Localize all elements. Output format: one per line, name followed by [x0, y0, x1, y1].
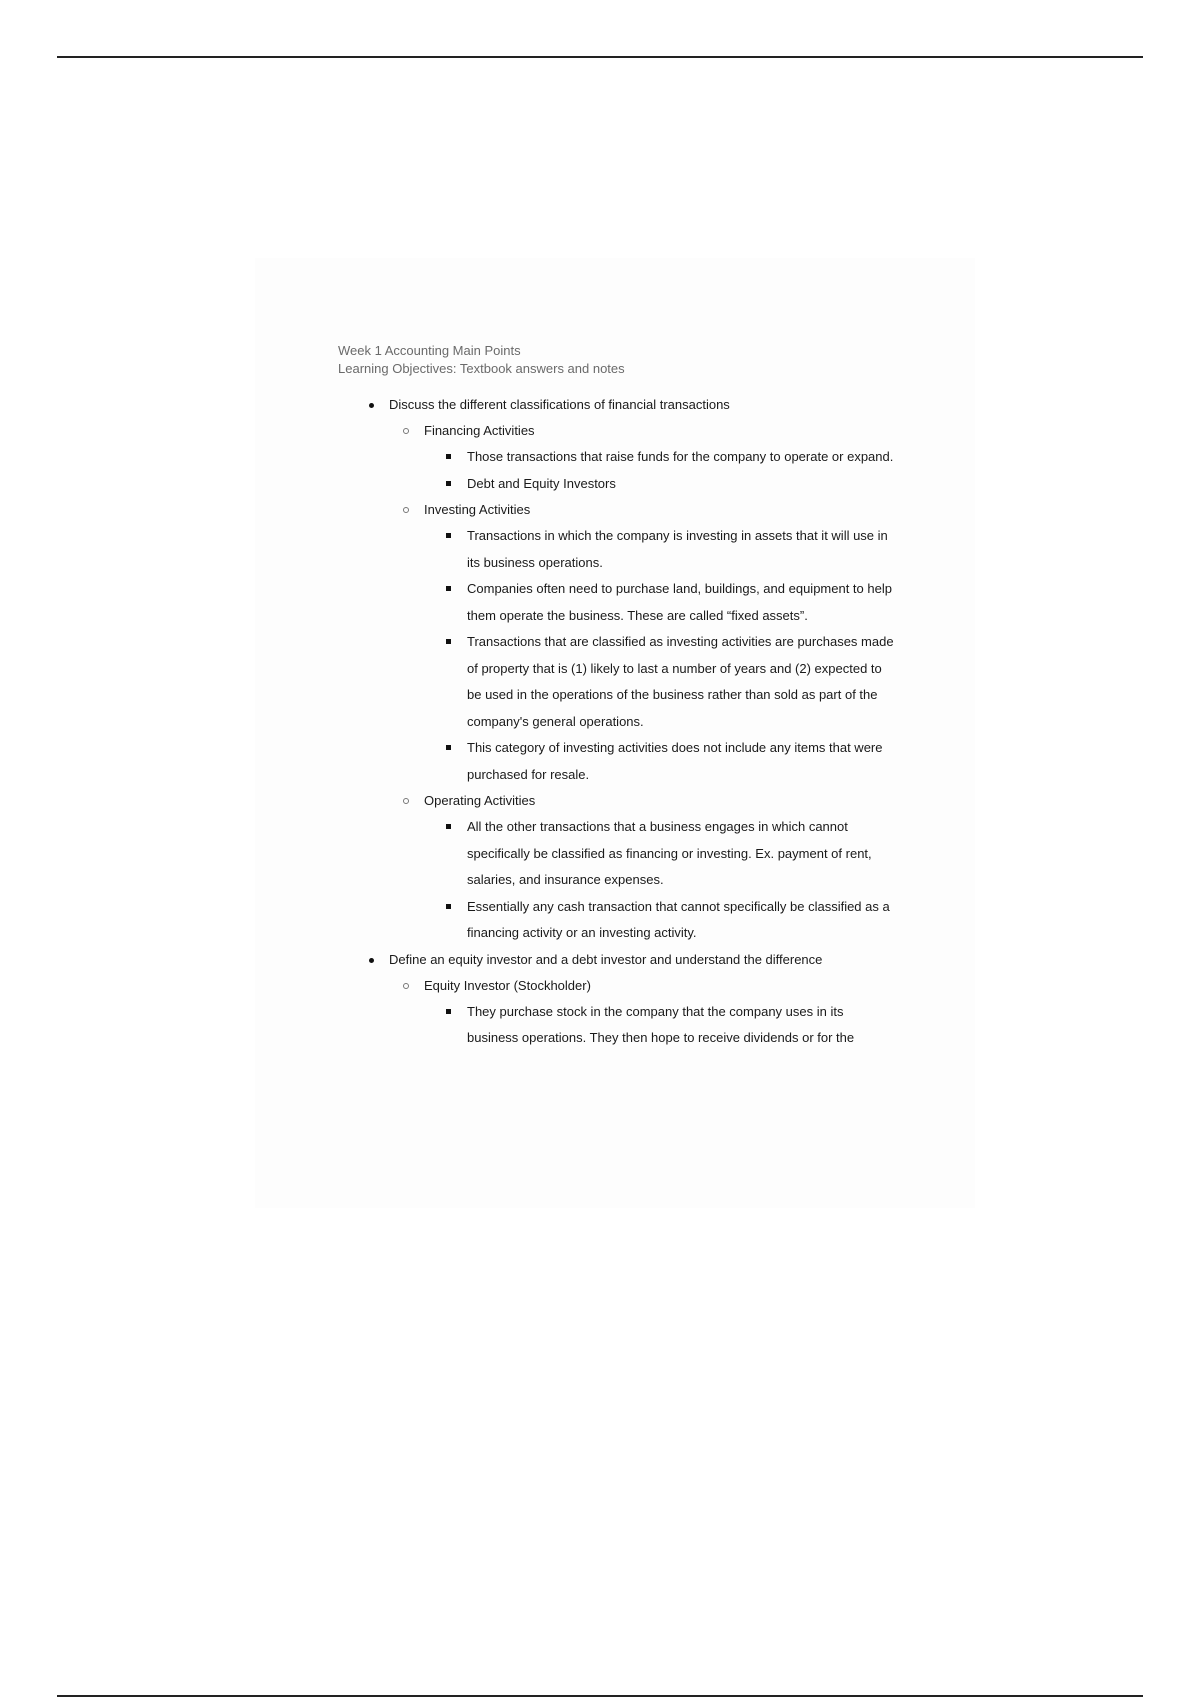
sublist — [424, 814, 938, 947]
list-item-text: Transactions that are classified as investing activities are purchases made of property that is (1) likely to last a number of years and (2) expected to be used in the operations of the business rather than sold as part of the company's general operations. — [467, 634, 894, 729]
list-item-text: Operating Activities — [424, 793, 536, 808]
bottom-rule — [57, 1695, 1143, 1697]
list-item — [424, 444, 938, 471]
list-item — [424, 999, 938, 1052]
document-subtitle: Learning Objectives: Textbook answers and notes — [338, 361, 625, 376]
list-item — [424, 471, 938, 498]
list-item — [338, 947, 938, 1052]
square-bullet-icon — [446, 824, 451, 829]
list-item-text: Essentially any cash transaction that cannot specifically be classified as a financing activity or an investing activity. — [467, 898, 890, 940]
list-item — [424, 629, 938, 735]
list-item — [424, 576, 938, 629]
list-item-text: Those transactions that raise funds for the company to operate or expand. — [467, 449, 894, 464]
top-rule — [57, 56, 1143, 58]
sublist — [424, 444, 938, 497]
list-item-text: Define an equity investor and a debt investor and understand the difference — [389, 951, 823, 967]
list-item-text: Equity Investor (Stockholder) — [424, 977, 591, 993]
hollow-bullet-icon — [403, 798, 409, 804]
list-item — [424, 735, 938, 788]
list-item — [424, 814, 938, 894]
list-item-text: Discuss the different classifications of financial transactions — [389, 397, 730, 412]
objectives-list — [338, 392, 938, 1052]
list-item-text: Transactions in which the company is investing in assets that it will use in its business operations. — [467, 528, 888, 570]
list-item-text: All the other transactions that a business engages in which cannot specifically be classified as financing or investing. Ex. payment of rent, salaries, and insurance expenses. — [467, 819, 872, 887]
sublist — [424, 999, 938, 1052]
list-item-text: Debt and Equity Investors — [467, 475, 616, 491]
document-title: Week 1 Accounting Main Points — [338, 343, 521, 358]
list-item — [389, 497, 938, 788]
list-item — [389, 418, 938, 497]
bullet-icon — [369, 958, 374, 963]
hollow-bullet-icon — [403, 507, 409, 513]
hollow-bullet-icon — [403, 983, 409, 989]
bullet-icon — [369, 403, 374, 408]
square-bullet-icon — [446, 533, 451, 538]
list-item-text: This category of investing activities does not include any items that were purchased for resale. — [467, 740, 883, 782]
list-item-text: They purchase stock in the company that the company uses in its business operations. They then hope to receive dividends or for the — [467, 1003, 855, 1045]
document-page — [255, 258, 975, 1208]
sublist — [389, 418, 938, 947]
list-item-text: Investing Activities — [424, 502, 531, 517]
list-item-text: Financing Activities — [424, 423, 535, 438]
hollow-bullet-icon — [403, 428, 409, 434]
list-item — [424, 894, 938, 947]
document-content — [338, 342, 938, 1052]
list-item — [389, 788, 938, 947]
square-bullet-icon — [446, 454, 451, 459]
square-bullet-icon — [446, 745, 451, 750]
square-bullet-icon — [446, 481, 451, 486]
list-item — [338, 392, 938, 947]
list-item — [424, 523, 938, 576]
square-bullet-icon — [446, 639, 451, 644]
sublist — [424, 523, 938, 788]
list-item-text: Companies often need to purchase land, buildings, and equipment to help them operate the business. These are called “fixed assets”. — [467, 581, 892, 623]
square-bullet-icon — [446, 904, 451, 909]
square-bullet-icon — [446, 586, 451, 591]
square-bullet-icon — [446, 1009, 451, 1014]
list-item — [389, 973, 938, 1052]
sublist — [389, 973, 938, 1052]
